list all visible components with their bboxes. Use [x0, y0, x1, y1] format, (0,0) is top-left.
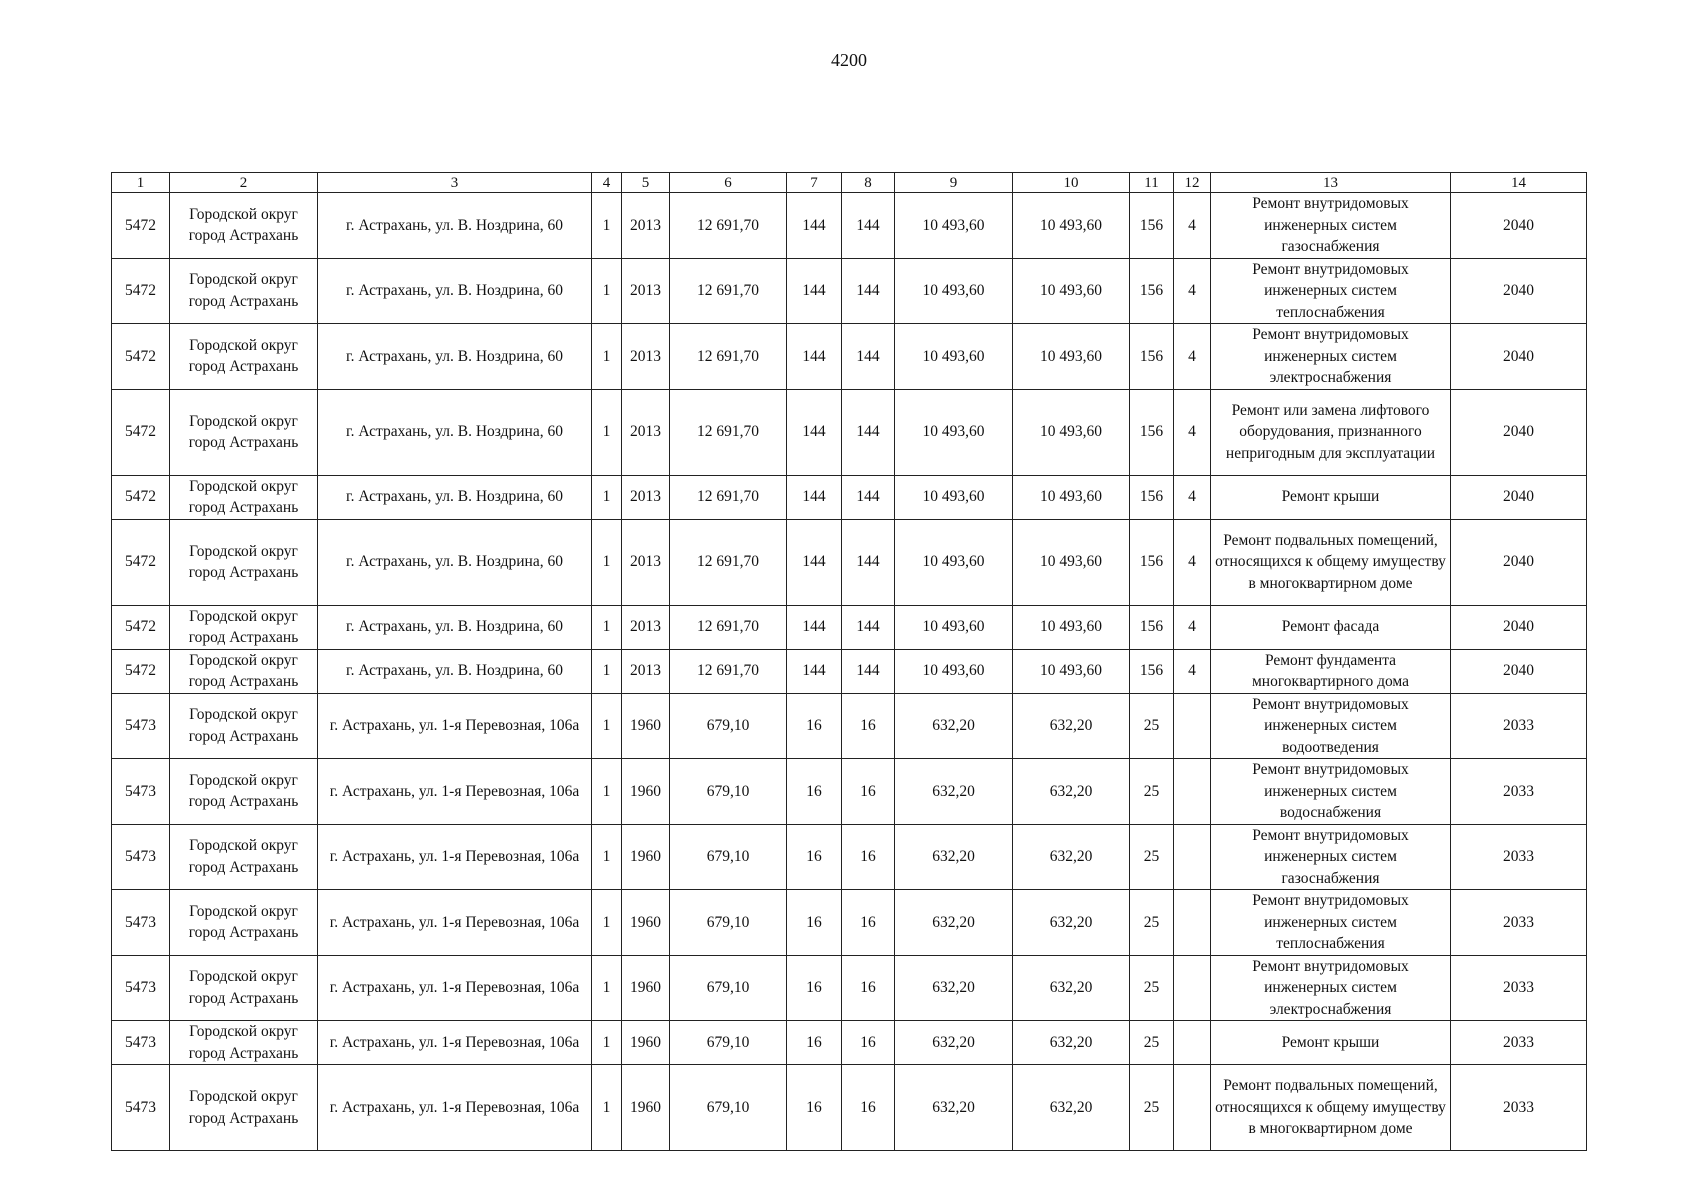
cell-record-number: 5472: [112, 324, 170, 390]
cell-col-8: 16: [842, 955, 895, 1021]
cell-col-9: 10 493,60: [895, 258, 1013, 324]
cell-col-9: 10 493,60: [895, 649, 1013, 693]
cell-municipality: Городской округ город Астрахань: [170, 519, 318, 605]
cell-record-number: 5472: [112, 193, 170, 259]
cell-municipality: Городской округ город Астрахань: [170, 1065, 318, 1151]
cell-col-4: 1: [592, 1065, 622, 1151]
cell-col-10: 632,20: [1013, 890, 1130, 956]
table-row: [112, 324, 1587, 390]
cell-address: г. Астрахань, ул. В. Ноздрина, 60: [318, 258, 592, 324]
page-number: 4200: [831, 50, 867, 70]
table-row: [112, 389, 1587, 475]
cell-work-type: Ремонт подвальных помещений, относящихся к общему имуществу в многоквартирном доме: [1211, 519, 1451, 605]
cell-col-9: 10 493,60: [895, 324, 1013, 390]
cell-year: 1960: [622, 824, 670, 890]
column-header: 14: [1451, 173, 1587, 193]
cell-col-7: 16: [787, 890, 842, 956]
column-header: 1: [112, 173, 170, 193]
cell-municipality: Городской округ город Астрахань: [170, 759, 318, 825]
cell-work-type: Ремонт внутридомовых инженерных систем водоснабжения: [1211, 759, 1451, 825]
cell-year: 2013: [622, 258, 670, 324]
cell-col-8: 144: [842, 475, 895, 519]
cell-address: г. Астрахань, ул. В. Ноздрина, 60: [318, 389, 592, 475]
cell-col-4: 1: [592, 519, 622, 605]
cell-col-6: 12 691,70: [670, 475, 787, 519]
cell-plan-year: 2040: [1451, 258, 1587, 324]
cell-col-10: 632,20: [1013, 1065, 1130, 1151]
table-row: [112, 1021, 1587, 1065]
cell-plan-year: 2033: [1451, 759, 1587, 825]
cell-work-type: Ремонт подвальных помещений, относящихся к общему имуществу в многоквартирном доме: [1211, 1065, 1451, 1151]
cell-col-6: 679,10: [670, 890, 787, 956]
cell-col-11: 156: [1130, 193, 1174, 259]
cell-col-7: 144: [787, 605, 842, 649]
cell-address: г. Астрахань, ул. В. Ноздрина, 60: [318, 605, 592, 649]
cell-col-7: 16: [787, 955, 842, 1021]
cell-work-type: Ремонт внутридомовых инженерных систем электроснабжения: [1211, 324, 1451, 390]
cell-address: г. Астрахань, ул. 1-я Перевозная, 106а: [318, 890, 592, 956]
cell-col-4: 1: [592, 389, 622, 475]
cell-col-4: 1: [592, 324, 622, 390]
cell-col-12: 4: [1174, 475, 1211, 519]
cell-col-10: 10 493,60: [1013, 605, 1130, 649]
cell-year: 1960: [622, 955, 670, 1021]
cell-municipality: Городской округ город Астрахань: [170, 649, 318, 693]
cell-col-8: 144: [842, 649, 895, 693]
cell-plan-year: 2033: [1451, 890, 1587, 956]
cell-record-number: 5473: [112, 824, 170, 890]
cell-col-8: 144: [842, 389, 895, 475]
cell-plan-year: 2033: [1451, 1021, 1587, 1065]
cell-col-8: 16: [842, 1065, 895, 1151]
cell-col-6: 679,10: [670, 1021, 787, 1065]
cell-col-12: 4: [1174, 605, 1211, 649]
cell-col-9: 632,20: [895, 890, 1013, 956]
cell-col-8: 144: [842, 519, 895, 605]
table-row: [112, 759, 1587, 825]
cell-col-11: 25: [1130, 759, 1174, 825]
cell-address: г. Астрахань, ул. 1-я Перевозная, 106а: [318, 1021, 592, 1065]
cell-municipality: Городской округ город Астрахань: [170, 955, 318, 1021]
cell-year: 2013: [622, 605, 670, 649]
column-header: 11: [1130, 173, 1174, 193]
header-row: [112, 173, 1587, 193]
cell-year: 2013: [622, 324, 670, 390]
cell-work-type: Ремонт внутридомовых инженерных систем газоснабжения: [1211, 193, 1451, 259]
cell-col-9: 632,20: [895, 759, 1013, 825]
cell-col-12: 4: [1174, 193, 1211, 259]
cell-col-4: 1: [592, 193, 622, 259]
cell-work-type: Ремонт фасада: [1211, 605, 1451, 649]
cell-col-6: 12 691,70: [670, 519, 787, 605]
cell-plan-year: 2040: [1451, 519, 1587, 605]
cell-col-11: 25: [1130, 1021, 1174, 1065]
cell-plan-year: 2040: [1451, 475, 1587, 519]
cell-plan-year: 2033: [1451, 693, 1587, 759]
cell-col-9: 10 493,60: [895, 389, 1013, 475]
cell-col-10: 632,20: [1013, 759, 1130, 825]
cell-col-12: 4: [1174, 389, 1211, 475]
cell-col-6: 12 691,70: [670, 193, 787, 259]
cell-col-11: 25: [1130, 955, 1174, 1021]
cell-col-11: 25: [1130, 890, 1174, 956]
table-row: [112, 193, 1587, 259]
cell-col-7: 144: [787, 475, 842, 519]
column-header: 5: [622, 173, 670, 193]
cell-col-8: 144: [842, 605, 895, 649]
cell-col-11: 156: [1130, 475, 1174, 519]
cell-col-10: 10 493,60: [1013, 649, 1130, 693]
cell-col-7: 144: [787, 258, 842, 324]
cell-col-6: 679,10: [670, 1065, 787, 1151]
cell-col-4: 1: [592, 955, 622, 1021]
cell-municipality: Городской округ город Астрахань: [170, 605, 318, 649]
cell-work-type: Ремонт внутридомовых инженерных систем электроснабжения: [1211, 955, 1451, 1021]
cell-record-number: 5473: [112, 890, 170, 956]
cell-plan-year: 2040: [1451, 389, 1587, 475]
cell-col-11: 25: [1130, 1065, 1174, 1151]
cell-col-10: 632,20: [1013, 955, 1130, 1021]
cell-work-type: Ремонт внутридомовых инженерных систем теплоснабжения: [1211, 258, 1451, 324]
cell-col-12: [1174, 693, 1211, 759]
cell-col-10: 632,20: [1013, 1021, 1130, 1065]
table-row: [112, 519, 1587, 605]
cell-record-number: 5473: [112, 693, 170, 759]
cell-col-10: 632,20: [1013, 693, 1130, 759]
column-header: 8: [842, 173, 895, 193]
cell-col-7: 16: [787, 1065, 842, 1151]
cell-address: г. Астрахань, ул. В. Ноздрина, 60: [318, 193, 592, 259]
cell-col-8: 16: [842, 824, 895, 890]
cell-col-9: 632,20: [895, 824, 1013, 890]
cell-col-6: 12 691,70: [670, 649, 787, 693]
cell-col-11: 25: [1130, 693, 1174, 759]
table-row: [112, 258, 1587, 324]
cell-col-11: 25: [1130, 824, 1174, 890]
cell-col-9: 632,20: [895, 693, 1013, 759]
cell-plan-year: 2033: [1451, 1065, 1587, 1151]
cell-col-6: 679,10: [670, 693, 787, 759]
cell-plan-year: 2033: [1451, 824, 1587, 890]
cell-record-number: 5473: [112, 759, 170, 825]
column-header: 2: [170, 173, 318, 193]
cell-year: 2013: [622, 389, 670, 475]
cell-col-6: 12 691,70: [670, 258, 787, 324]
cell-col-10: 10 493,60: [1013, 258, 1130, 324]
cell-col-8: 16: [842, 759, 895, 825]
cell-address: г. Астрахань, ул. 1-я Перевозная, 106а: [318, 1065, 592, 1151]
column-header: 4: [592, 173, 622, 193]
cell-work-type: Ремонт внутридомовых инженерных систем теплоснабжения: [1211, 890, 1451, 956]
cell-col-11: 156: [1130, 324, 1174, 390]
table-row: [112, 890, 1587, 956]
cell-year: 1960: [622, 759, 670, 825]
cell-col-10: 10 493,60: [1013, 475, 1130, 519]
cell-municipality: Городской округ город Астрахань: [170, 475, 318, 519]
cell-col-8: 16: [842, 1021, 895, 1065]
cell-col-7: 144: [787, 649, 842, 693]
table-row: [112, 1065, 1587, 1151]
cell-col-9: 632,20: [895, 1021, 1013, 1065]
cell-plan-year: 2040: [1451, 193, 1587, 259]
cell-col-6: 679,10: [670, 824, 787, 890]
cell-work-type: Ремонт крыши: [1211, 475, 1451, 519]
column-header: 12: [1174, 173, 1211, 193]
cell-col-9: 10 493,60: [895, 605, 1013, 649]
cell-work-type: Ремонт внутридомовых инженерных систем газоснабжения: [1211, 824, 1451, 890]
table-row: [112, 649, 1587, 693]
cell-col-8: 144: [842, 193, 895, 259]
cell-address: г. Астрахань, ул. В. Ноздрина, 60: [318, 475, 592, 519]
cell-col-10: 10 493,60: [1013, 193, 1130, 259]
cell-col-4: 1: [592, 824, 622, 890]
column-header: 9: [895, 173, 1013, 193]
cell-col-7: 144: [787, 389, 842, 475]
cell-col-11: 156: [1130, 258, 1174, 324]
cell-col-12: 4: [1174, 649, 1211, 693]
cell-col-12: 4: [1174, 519, 1211, 605]
cell-record-number: 5473: [112, 955, 170, 1021]
cell-address: г. Астрахань, ул. 1-я Перевозная, 106а: [318, 955, 592, 1021]
cell-col-12: 4: [1174, 324, 1211, 390]
cell-municipality: Городской округ город Астрахань: [170, 824, 318, 890]
cell-col-7: 144: [787, 519, 842, 605]
cell-year: 2013: [622, 193, 670, 259]
cell-record-number: 5472: [112, 519, 170, 605]
cell-municipality: Городской округ город Астрахань: [170, 258, 318, 324]
cell-col-12: [1174, 759, 1211, 825]
cell-address: г. Астрахань, ул. В. Ноздрина, 60: [318, 649, 592, 693]
table-row: [112, 824, 1587, 890]
cell-col-6: 12 691,70: [670, 324, 787, 390]
cell-col-9: 10 493,60: [895, 193, 1013, 259]
cell-col-4: 1: [592, 605, 622, 649]
register-table: [111, 172, 1587, 1151]
cell-year: 1960: [622, 890, 670, 956]
cell-address: г. Астрахань, ул. 1-я Перевозная, 106а: [318, 693, 592, 759]
cell-col-9: 632,20: [895, 1065, 1013, 1151]
cell-record-number: 5472: [112, 258, 170, 324]
cell-municipality: Городской округ город Астрахань: [170, 890, 318, 956]
cell-col-11: 156: [1130, 605, 1174, 649]
table-body: [112, 193, 1587, 1151]
column-header: 10: [1013, 173, 1130, 193]
cell-col-6: 679,10: [670, 759, 787, 825]
cell-col-6: 12 691,70: [670, 605, 787, 649]
table-row: [112, 955, 1587, 1021]
cell-address: г. Астрахань, ул. 1-я Перевозная, 106а: [318, 824, 592, 890]
cell-work-type: Ремонт внутридомовых инженерных систем водоотведения: [1211, 693, 1451, 759]
table-row: [112, 605, 1587, 649]
cell-plan-year: 2040: [1451, 649, 1587, 693]
cell-record-number: 5472: [112, 649, 170, 693]
cell-year: 2013: [622, 519, 670, 605]
cell-col-12: [1174, 1065, 1211, 1151]
cell-record-number: 5472: [112, 475, 170, 519]
cell-plan-year: 2033: [1451, 955, 1587, 1021]
table-row: [112, 475, 1587, 519]
cell-address: г. Астрахань, ул. В. Ноздрина, 60: [318, 519, 592, 605]
cell-col-4: 1: [592, 649, 622, 693]
cell-col-10: 632,20: [1013, 824, 1130, 890]
cell-work-type: Ремонт крыши: [1211, 1021, 1451, 1065]
cell-col-9: 632,20: [895, 955, 1013, 1021]
cell-col-11: 156: [1130, 519, 1174, 605]
cell-year: 1960: [622, 693, 670, 759]
cell-plan-year: 2040: [1451, 324, 1587, 390]
cell-address: г. Астрахань, ул. В. Ноздрина, 60: [318, 324, 592, 390]
cell-municipality: Городской округ город Астрахань: [170, 324, 318, 390]
cell-record-number: 5473: [112, 1021, 170, 1065]
cell-col-6: 12 691,70: [670, 389, 787, 475]
cell-col-8: 16: [842, 890, 895, 956]
cell-col-12: [1174, 890, 1211, 956]
cell-year: 2013: [622, 649, 670, 693]
cell-col-10: 10 493,60: [1013, 324, 1130, 390]
cell-record-number: 5473: [112, 1065, 170, 1151]
cell-municipality: Городской округ город Астрахань: [170, 1021, 318, 1065]
cell-col-10: 10 493,60: [1013, 519, 1130, 605]
cell-col-12: [1174, 824, 1211, 890]
cell-col-8: 144: [842, 324, 895, 390]
cell-col-12: [1174, 1021, 1211, 1065]
cell-col-7: 16: [787, 1021, 842, 1065]
cell-col-4: 1: [592, 1021, 622, 1065]
cell-col-7: 16: [787, 759, 842, 825]
cell-work-type: Ремонт фундамента многоквартирного дома: [1211, 649, 1451, 693]
column-header: 7: [787, 173, 842, 193]
cell-col-12: [1174, 955, 1211, 1021]
cell-plan-year: 2040: [1451, 605, 1587, 649]
cell-col-9: 10 493,60: [895, 475, 1013, 519]
cell-col-8: 144: [842, 258, 895, 324]
cell-record-number: 5472: [112, 389, 170, 475]
cell-col-11: 156: [1130, 389, 1174, 475]
cell-year: 1960: [622, 1021, 670, 1065]
cell-municipality: Городской округ город Астрахань: [170, 389, 318, 475]
cell-col-7: 16: [787, 693, 842, 759]
cell-col-4: 1: [592, 258, 622, 324]
cell-col-4: 1: [592, 890, 622, 956]
cell-col-6: 679,10: [670, 955, 787, 1021]
cell-col-12: 4: [1174, 258, 1211, 324]
cell-record-number: 5472: [112, 605, 170, 649]
cell-col-7: 16: [787, 824, 842, 890]
cell-col-9: 10 493,60: [895, 519, 1013, 605]
cell-col-7: 144: [787, 324, 842, 390]
cell-col-4: 1: [592, 693, 622, 759]
cell-col-11: 156: [1130, 649, 1174, 693]
cell-year: 2013: [622, 475, 670, 519]
cell-col-7: 144: [787, 193, 842, 259]
cell-col-10: 10 493,60: [1013, 389, 1130, 475]
column-header: 13: [1211, 173, 1451, 193]
table-row: [112, 693, 1587, 759]
column-header: 3: [318, 173, 592, 193]
cell-year: 1960: [622, 1065, 670, 1151]
cell-col-8: 16: [842, 693, 895, 759]
cell-col-4: 1: [592, 475, 622, 519]
cell-municipality: Городской округ город Астрахань: [170, 193, 318, 259]
cell-col-4: 1: [592, 759, 622, 825]
cell-work-type: Ремонт или замена лифтового оборудования, признанного непригодным для эксплуатации: [1211, 389, 1451, 475]
column-header: 6: [670, 173, 787, 193]
cell-municipality: Городской округ город Астрахань: [170, 693, 318, 759]
cell-address: г. Астрахань, ул. 1-я Перевозная, 106а: [318, 759, 592, 825]
